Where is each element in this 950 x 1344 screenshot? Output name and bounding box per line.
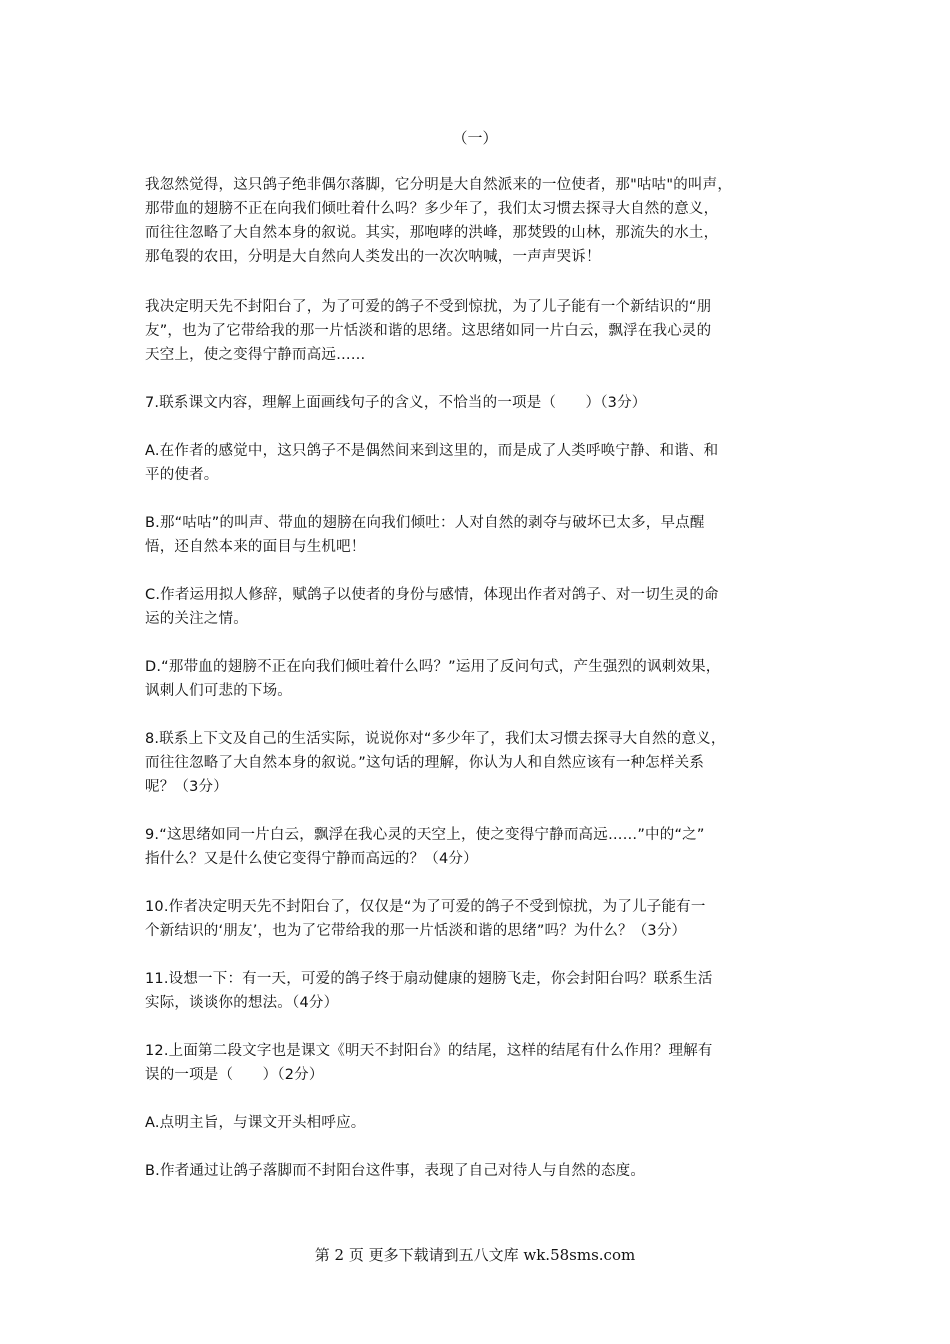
question-7 (145, 391, 805, 415)
passage-paragraph-1 (145, 173, 805, 269)
text-line: 那带血的翅膀不正在向我们倾吐着什么吗？多少年了，我们太习惯去探寻大自然的意义， (145, 201, 719, 217)
text-line: 9.“这思绪如同一片白云，飘浮在我心灵的天空上，使之变得宁静而高远……”中的“之” (145, 827, 705, 843)
text-line: 7.联系课文内容，理解上面画线句子的含义，不恰当的一项是（ ）（3分） (145, 395, 647, 411)
text-line: B.作者通过让鸽子落脚而不封阳台这件事，表现了自己对待人与自然的态度。 (145, 1163, 646, 1179)
text-line: 天空上，使之变得宁静而高远…… (145, 347, 366, 363)
text-line: A.在作者的感觉中，这只鸽子不是偶然间来到这里的，而是成了人类呼唤宁静、和谐、和 (145, 443, 719, 459)
text-line: 而往往忽略了大自然本身的叙说。其实，那咆哮的洪峰，那焚毁的山林，那流失的水土， (145, 225, 719, 241)
text-line: 11.设想一下：有一天，可爱的鸽子终于扇动健康的翅膀飞走，你会封阳台吗？联系生活 (145, 971, 713, 987)
text-line: 讽刺人们可悲的下场。 (145, 683, 292, 699)
text-line: 呢？（3分） (145, 779, 228, 795)
question-12-option-a (145, 1111, 805, 1135)
text-line: C.作者运用拟人修辞，赋鸽子以使者的身份与感情，体现出作者对鸽子、对一切生灵的命 (145, 587, 719, 603)
question-7-option-b (145, 511, 805, 559)
question-7-option-d (145, 655, 805, 703)
page-footer: 第 2 页 更多下载请到五八文库 wk.58sms.com (314, 1246, 636, 1264)
text-line: 那龟裂的农田，分明是大自然向人类发出的一次次呐喊，一声声哭诉！ (145, 249, 601, 265)
text-line: 指什么？又是什么使它变得宁静而高远的？（4分） (145, 851, 478, 867)
question-12-option-b (145, 1159, 805, 1183)
passage-paragraph-2 (145, 295, 805, 367)
text-line: 悟，还自然本来的面目与生机吧！ (145, 539, 366, 555)
question-9 (145, 823, 805, 871)
text-line: 误的一项是（ ）（2分） (145, 1067, 324, 1083)
question-8 (145, 727, 805, 799)
text-line: 10.作者决定明天先不封阳台了，仅仅是“为了可爱的鸽子不受到惊扰，为了儿子能有一 (145, 899, 706, 915)
question-11 (145, 967, 805, 1015)
text-line: 友”，也为了它带给我的那一片恬淡和谐的思绪。这思绪如同一片白云，飘浮在我心灵的 (145, 323, 712, 339)
question-10 (145, 895, 805, 943)
text-line: 我决定明天先不封阳台了，为了可爱的鸽子不受到惊扰，为了儿子能有一个新结识的“朋 (145, 299, 712, 315)
text-line: 个新结识的‘朋友’，也为了它带给我的那一片恬淡和谐的思绪”吗？为什么？（3分） (145, 923, 687, 939)
section-title: （一） (452, 129, 498, 147)
question-7-option-a (145, 439, 805, 487)
text-line: A.点明主旨，与课文开头相呼应。 (145, 1115, 366, 1131)
text-line: 平的使者。 (145, 467, 219, 483)
text-line: 8.联系上下文及自己的生活实际，说说你对“多少年了，我们太习惯去探寻大自然的意义， (145, 731, 726, 747)
question-7-option-c (145, 583, 805, 631)
text-line: 运的关注之情。 (145, 611, 248, 627)
question-12 (145, 1039, 805, 1087)
text-line: 我忽然觉得，这只鸽子绝非偶尔落脚，它分明是大自然派来的一位使者，那"咕咕"的叫声， (145, 177, 733, 193)
text-line: 12.上面第二段文字也是课文《明天不封阳台》的结尾，这样的结尾有什么作用？理解有 (145, 1043, 713, 1059)
text-line: 实际，谈谈你的想法。（4分） (145, 995, 339, 1011)
text-line: 而往往忽略了大自然本身的叙说。”这句话的理解，你认为人和自然应该有一种怎样关系 (145, 755, 705, 771)
text-line: B.那“咕咕”的叫声、带血的翅膀在向我们倾吐：人对自然的剥夺与破坏已太多，早点醒 (145, 515, 705, 531)
text-line: D.“那带血的翅膀不正在向我们倾吐着什么吗？”运用了反问句式，产生强烈的讽刺效果， (145, 659, 721, 675)
